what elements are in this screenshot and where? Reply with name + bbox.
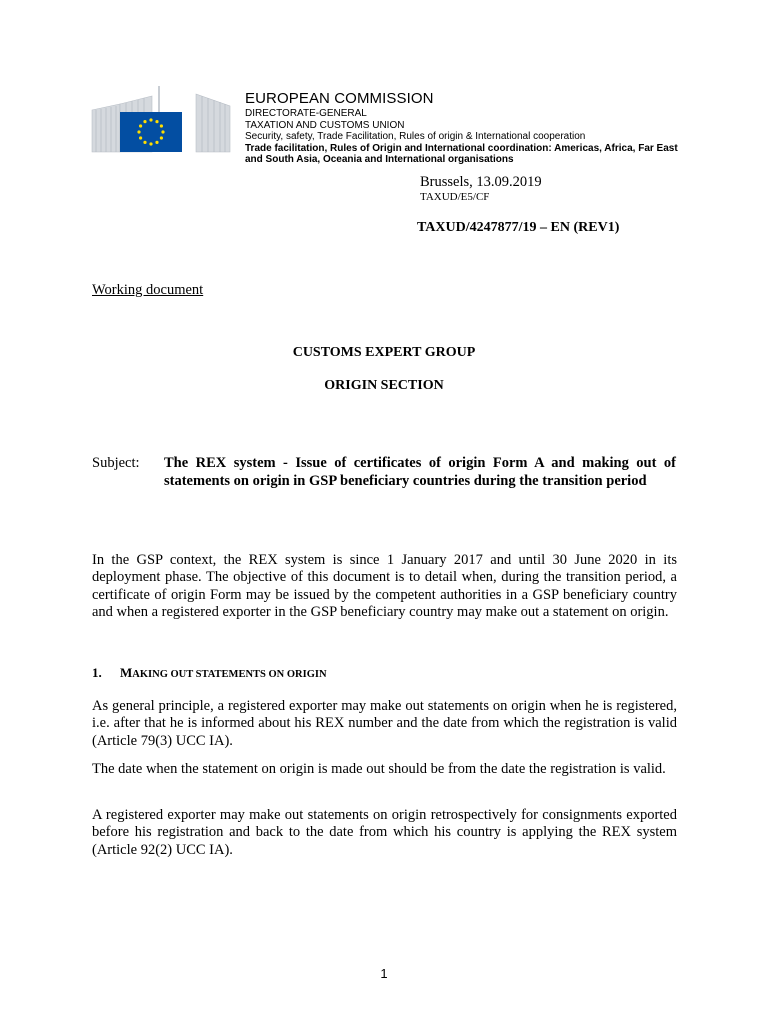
subject-block (92, 454, 676, 490)
document-id: TAXUD/4247877/19 – EN (REV1) (417, 220, 620, 235)
directorate-union: TAXATION AND CUSTOMS UNION (245, 119, 405, 131)
section-1-paragraph: A registered exporter may make out statements on origin retrospectively for consignments exported before his registration and back to the date from which his country is applying the REX system (Article 92(2) UCC IA). (92, 807, 677, 858)
reference: TAXUD/E5/CF (420, 191, 490, 203)
section-1-number: 1. (92, 665, 102, 680)
group-title: CUSTOMS EXPERT GROUP (292, 345, 476, 360)
organization-name: EUROPEAN COMMISSION (245, 90, 434, 107)
section-1-paragraph: As general principle, a registered exporter may make out statements on origin when he is registered, i.e. after that he is informed about his REX number and the date from which the registration is valid (Article 79(3) UCC IA). (92, 698, 677, 749)
place-date: Brussels, 13.09.2019 (420, 174, 542, 190)
letterhead (245, 90, 715, 166)
unit-line-1: Trade facilitation, Rules of Origin and International coordination: Americas, Africa, Far East (245, 142, 678, 154)
subject-text: The REX system - Issue of certificates of origin Form A and making out of statements on origin in GSP beneficiary countries during the transition period (164, 455, 676, 489)
section-title: ORIGIN SECTION (324, 378, 444, 393)
european-commission-logo-icon (90, 84, 234, 156)
section-1-title-rest: AKING OUT STATEMENTS ON ORIGIN (132, 669, 327, 680)
document-meta (420, 174, 542, 204)
directorate-general: DIRECTORATE-GENERAL (245, 108, 367, 119)
section-1-paragraph: The date when the statement on origin is made out should be from the date the registration is valid. (92, 761, 666, 777)
page-number: 1 (380, 966, 388, 981)
section-1-heading (92, 665, 327, 681)
intro-paragraph: In the GSP context, the REX system is since 1 January 2017 and until 30 June 2020 in its deployment phase. The objective of this document is to detail when, during the transition period, a certificate of origin Form may be issued by the competent authorities in a GSP beneficiary country and when a registered exporter in the GSP beneficiary country may make out a statement on origin. (92, 552, 677, 620)
directorate-area: Security, safety, Trade Facilitation, Rules of origin & International cooperation (245, 131, 586, 142)
subject-label: Subject: (92, 455, 140, 471)
document-type: Working document (92, 282, 204, 298)
unit-line-2: and South Asia, Oceania and International organisations (245, 154, 514, 165)
section-1-title-initial: M (120, 665, 133, 680)
